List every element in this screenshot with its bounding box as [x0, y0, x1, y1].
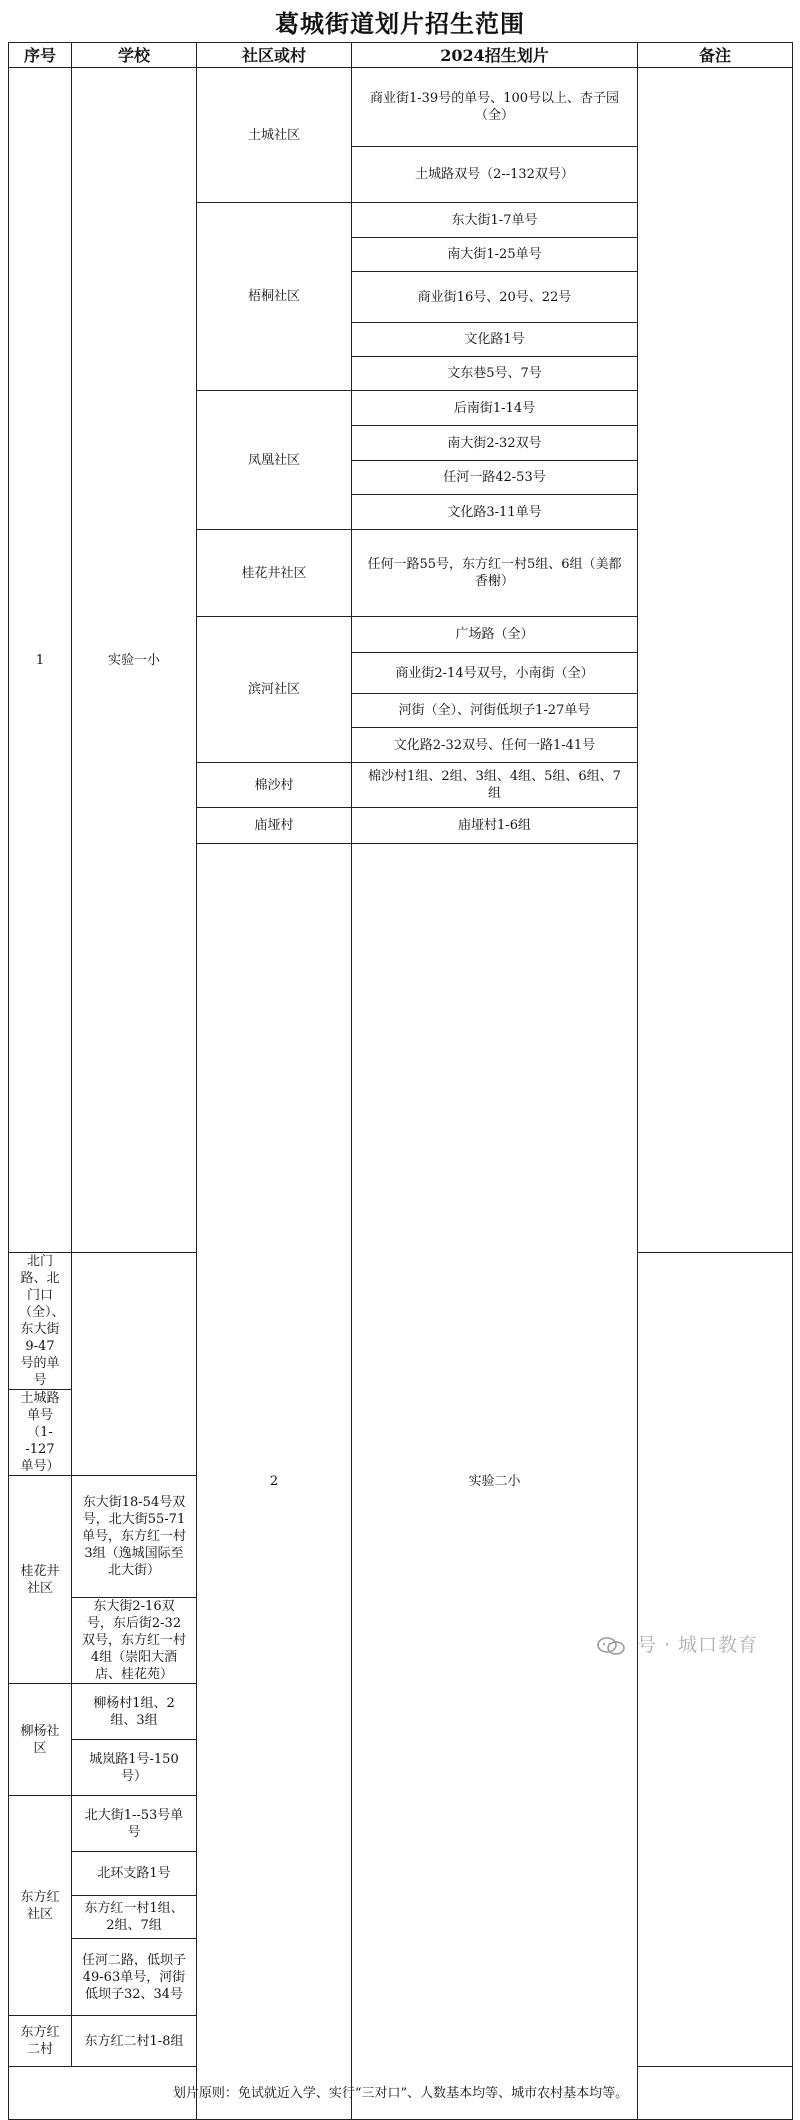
community-cell: 梧桐社区: [197, 203, 352, 391]
watermark: [596, 1630, 758, 1657]
table-row: [9, 68, 793, 147]
scope-cell: 商业街16号、20号、22号: [352, 272, 638, 323]
scope-cell: 南大街2-32双号: [352, 426, 638, 461]
scope-cell: 北大街1--53号单号: [72, 1796, 197, 1852]
header-remark: 备注: [638, 43, 793, 68]
community-cell: 桂花井社区: [9, 1476, 72, 1684]
scope-cell: 河街（全）、河街低坝子1-27单号: [352, 694, 638, 728]
community-cell: 庙垭村: [197, 808, 352, 844]
header-row: [9, 43, 793, 68]
remark-cell: [638, 68, 793, 1253]
scope-cell: 城岚路1号-150号）: [72, 1740, 197, 1796]
community-cell: 桂花井社区: [197, 530, 352, 617]
seq-cell: 1: [9, 68, 72, 1253]
scope-cell: 后南街1-14号: [352, 391, 638, 426]
scope-cell: 任河二路，低坝子49-63单号，河街低坝子32、34号: [72, 1939, 197, 2016]
page-title: 葛城街道划片招生范围: [275, 9, 525, 38]
watermark-text: 号 · 城口教育: [636, 1634, 758, 1656]
scope-cell: 东方红一村1组、2组、7组: [72, 1896, 197, 1939]
header-school: 学校: [72, 43, 197, 68]
header-scope: 2024招生划片: [352, 43, 638, 68]
header-seq: 序号: [9, 43, 72, 68]
scope-cell: 东大街18-54号双号，北大街55-71单号，东方红一村3组（逸城国际至北大街）: [72, 1476, 197, 1598]
scope-cell: 商业街2-14号双号，小南街（全）: [352, 653, 638, 694]
community-cell: 滨河社区: [197, 617, 352, 763]
scope-cell: 广场路（全）: [352, 617, 638, 653]
scope-cell: 庙垭村1-6组: [352, 808, 638, 844]
header-community: 社区或村: [197, 43, 352, 68]
scope-cell: 文化路1号: [352, 323, 638, 357]
community-cell: 东方红社区: [9, 1796, 72, 2016]
seq-cell: 2: [197, 844, 352, 2120]
community-cell: 东方红二村: [9, 2016, 72, 2067]
scope-cell: 北环支路1号: [72, 1852, 197, 1896]
community-cell: 棉沙村: [197, 763, 352, 808]
scope-cell: 棉沙村1组、2组、3组、4组、5组、6组、7组: [352, 763, 638, 808]
scope-cell: 文东巷5号、7号: [352, 357, 638, 391]
scope-cell: 北门路、北门口（全）、东大街9-47号的单号: [9, 1253, 72, 1390]
community-cell: 柳杨社区: [9, 1684, 72, 1796]
scope-cell: 东方红二村1-8组: [72, 2016, 197, 2067]
enrollment-sheet: [8, 6, 792, 2120]
scope-cell: 东大街1-7单号: [352, 203, 638, 238]
community-cell: 土城社区: [197, 68, 352, 203]
footer-row: [9, 2067, 793, 2120]
scope-cell: 东大街2-16双号，东后街2-32双号，东方红一村4组（崇阳大酒店、桂花苑）: [72, 1598, 197, 1684]
scope-cell: 南大街1-25单号: [352, 238, 638, 272]
scope-cell: 任河一路42-53号: [352, 461, 638, 495]
footer-note: 划片原则：免试就近入学、实行“三对口”、人数基本均等、城市农村基本均等。: [9, 2067, 793, 2120]
scope-cell: 土城路单号（1--127单号）: [9, 1390, 72, 1476]
scope-cell: 任何一路55号，东方红一村5组、6组（美都香榭）: [352, 530, 638, 617]
scope-cell: 文化路2-32双号、任何一路1-41号: [352, 728, 638, 763]
scope-cell: 土城路双号（2--132双号）: [352, 147, 638, 203]
scope-cell: 柳杨村1组、2组、3组: [72, 1684, 197, 1740]
scope-cell: 文化路3-11单号: [352, 495, 638, 530]
wechat-logo-icon: [596, 1636, 626, 1656]
community-cell: 凤凰社区: [197, 391, 352, 530]
school-cell: 实验一小: [72, 68, 197, 1253]
school-cell: 实验二小: [352, 844, 638, 2120]
enrollment-table: [8, 42, 793, 2120]
scope-cell: 商业街1-39号的单号、100号以上、杏子园（全）: [352, 68, 638, 147]
